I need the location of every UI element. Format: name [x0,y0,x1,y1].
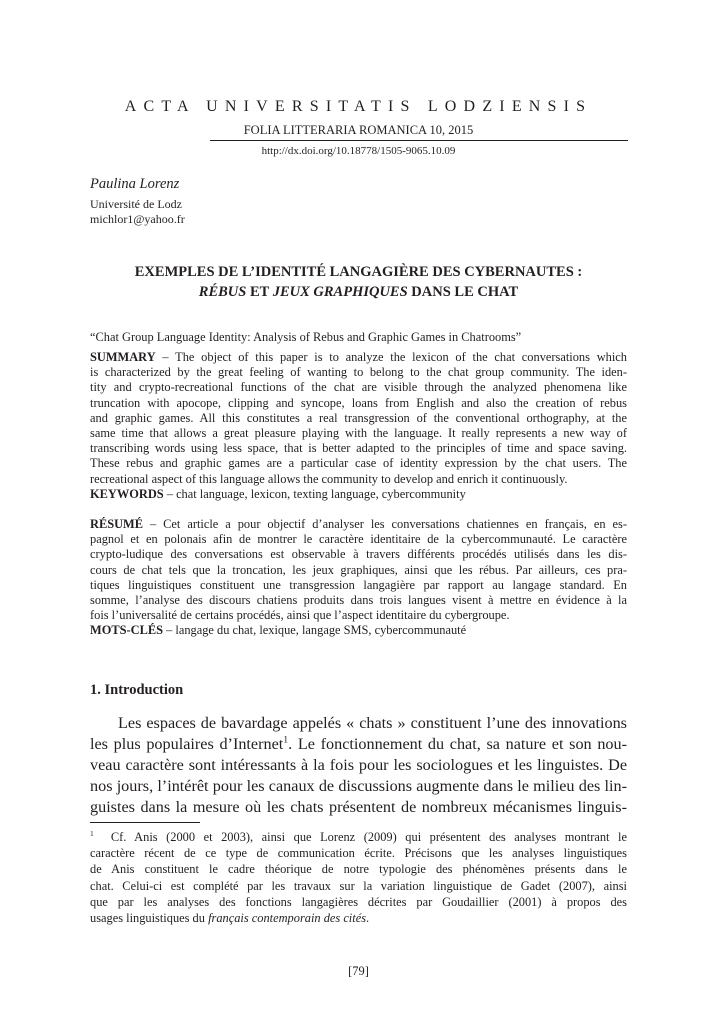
resume-line: cours de chat tels que la troncation, les jeux graphiques, ainsi que les rébus. Par ailleurs, ces pra- [90,562,627,577]
resume-line: somme, l’analyse des discours chatiens produits dans trois langues visent à mettre en évidence à la [90,592,627,607]
body-paragraph [90,713,627,818]
summary-line: recreational aspect of this language allows the community to develop and enrich it continuously. [90,471,568,486]
author-email[interactable]: michlor1@yahoo.fr [90,212,185,226]
summary-line: and graphic games. All this constitutes a real transgression of the conventional orthography, at the [90,410,627,425]
summary-line: same time that allows a great pleasure playing with the language. It really represents a new way of [90,425,627,440]
body-line: Les espaces de bavardage appelés « chats » constituent l’une des innovations [118,714,627,732]
summary-line: SUMMARY – The object of this paper is to analyze the lexicon of the chat conversations which [90,350,627,364]
resume-line: tiques linguistiques constituent une transgression langagière par rapport au langage standard. En [90,577,627,592]
article-title-line-1: EXEMPLES DE L’IDENTITÉ LANGAGIÈRE DES CYBERNAUTES : [134,264,583,280]
footnote-line: usages linguistiques du français contemporain des cités. [90,910,370,925]
keywords-label: KEYWORDS [90,486,164,501]
summary-block [90,350,627,502]
footnote-line: chat. Celui-ci est complété par les travaux sur la variation linguistique de Gadet (2007), ainsi [90,878,627,893]
article-title-line-2 [90,282,627,302]
article-title [90,262,627,302]
footnote-ref[interactable]: 1 [283,734,289,746]
footnote-line: $^1$ Cf. Anis (2000 et 2003), ainsi que Lorenz (2009) qui présentent des analyses montrant le [90,828,627,844]
header-rule [210,140,628,141]
author-affiliation: Université de Lodz [90,197,182,211]
summary-line: transcribing words using less space, that is better adapted to the principles of time and space saving. [90,441,627,456]
summary-line: tity and crypto-recreational functions of the chat are visible through the analyzed phenomena like [90,380,627,395]
page-number: [79] [348,964,369,978]
resume-line: RÉSUMÉ – Cet article a pour objectif d’analyser les conversations chatiennes en français, en es- [90,517,627,531]
resume-line: crypto-ludique des conversations est observable à travers différents procédés utilisés dans les dis- [90,547,627,562]
footnote [90,829,627,926]
author-name: Paulina Lorenz [90,176,180,192]
body-line: nos jours, l’intérêt pour les canaux de discussions augmente dans le milieu des lin- [90,777,627,795]
summary-keywords: KEYWORDS – chat language, lexicon, texting language, cybercommunity [90,486,466,501]
summary-line: These rebus and graphic games are a particular case of identity expression by the chat users. The [90,456,627,471]
resume-keywords: MOTS-CLÉS – langage du chat, lexique, langage SMS, cybercommunauté [90,623,467,638]
resume-block [90,517,627,639]
footnote-number: 1 [90,828,94,838]
footnote-line: caractère récent de ce type de communication écrite. Précisons que les analyses linguistiques [90,846,627,861]
summary-line: truncation with apocope, clipping and syncope, loans from English and also the creation of rebus [90,395,627,410]
section-heading: 1. Introduction [90,682,184,698]
footnote-line: de Anis constituent le cadre théorique de notre typologie des phénomènes présents dans le [90,862,627,877]
title-rebus: RÉBUS [198,284,247,300]
english-title: “Chat Group Language Identity: Analysis of Rebus and Graphic Games in Chatrooms” [90,330,522,344]
body-line: les plus populaires d’Internet$^1$. Le fonctionnement du chat, sa nature et son nou- [90,734,627,753]
footnote-line: que par les analyses des fonctions langagières décrites par Goudaillier (2001) à propos des [90,894,627,909]
footnote-rule [90,822,200,823]
resume-line: fois l’universalité de certains procédés, ainsi que l’aspect identitaire du cybergroupe. [90,608,510,623]
body-line: veau caractère sont intéressants à la fois pour les sociologues et les linguistes. De [90,756,627,774]
summary-line: is characterized by the great feeling of wanting to belong to the chat group community. The iden- [90,365,627,380]
mots-cles-label: MOTS-CLÉS [90,623,163,638]
doi-link[interactable]: http://dx.doi.org/10.18778/1505-9065.10.09 [261,145,456,157]
title-jeux-graphiques: JEUX GRAPHIQUES [272,284,408,300]
title-et: ET [246,284,273,300]
summary-label: SUMMARY [90,350,156,364]
resume-label: RÉSUMÉ [90,517,144,531]
journal-series: FOLIA LITTERARIA ROMANICA 10, 2015 [243,123,474,137]
journal-title: ACTA UNIVERSITATIS LODZIENSIS [124,98,593,115]
resume-line: pagnol et en polonais afin de montrer le caractère identitaire de la cybercommunauté. Le caractère [90,532,627,547]
body-line: guistes dans la mesure où les chats présentent de nombreux mécanismes linguis- [90,798,627,816]
title-rest: DANS LE CHAT [407,284,519,300]
